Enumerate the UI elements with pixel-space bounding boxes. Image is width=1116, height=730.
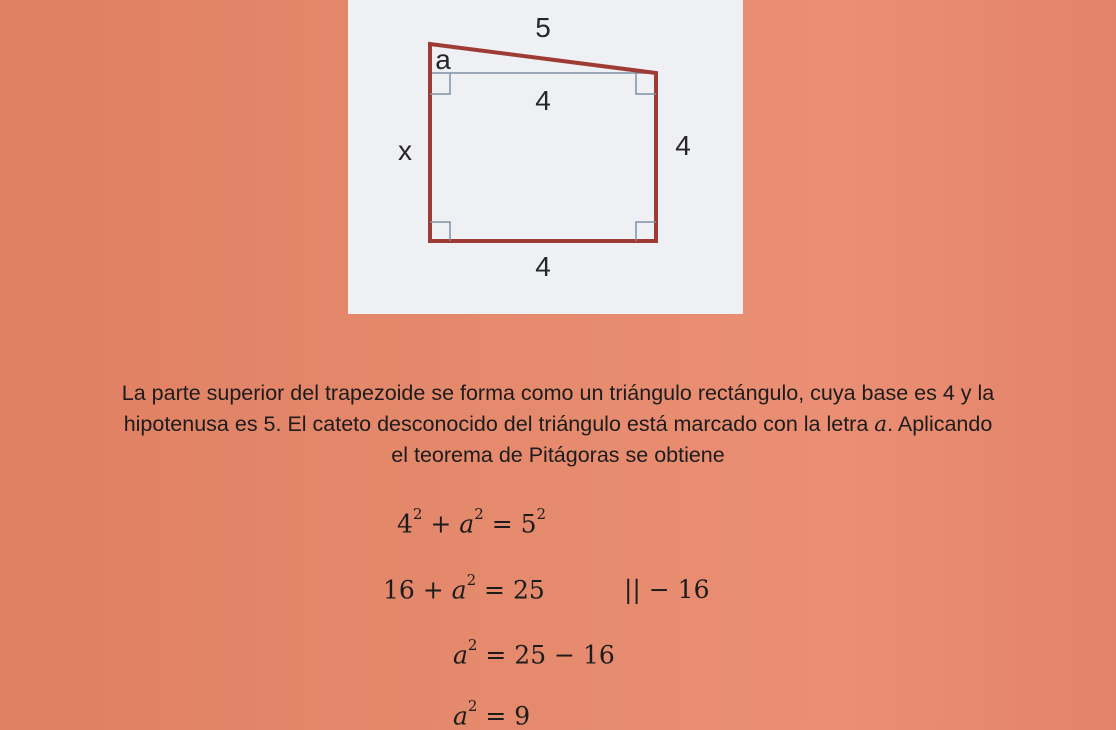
explanation-paragraph (6, 378, 1110, 471)
figure-panel (348, 0, 743, 314)
eq4-equals: = (477, 701, 515, 730)
eq1-base-4: 4 (397, 509, 413, 539)
eq2-exponent: 2 (466, 571, 477, 589)
eq4-exponent: 2 (467, 697, 478, 715)
eq2-rhs: 25 (512, 575, 545, 605)
paragraph-line-2-start: hipotenusa es 5. El cateto desconocido del triángulo está marcado con la letra (123, 412, 875, 436)
label-right-side: 4 (675, 130, 691, 161)
eq2-variable-a: a (451, 575, 467, 605)
equation-2 (383, 571, 545, 605)
eq1-variable-a: a (459, 509, 475, 539)
equation-1 (397, 505, 547, 539)
equation-4 (453, 697, 531, 730)
right-angle-marker-bottom-right (636, 222, 656, 241)
paragraph-line-3: el teorema de Pitágoras se obtiene (391, 443, 725, 467)
paragraph-line-2-end: . Aplicando (887, 412, 993, 436)
eq4-variable-a: a (453, 701, 468, 730)
right-angle-marker-top-right (636, 73, 656, 94)
eq1-base-5: 5 (520, 509, 537, 539)
eq2-equals: = (476, 575, 513, 605)
label-x: x (398, 135, 412, 166)
eq1-plus: + (422, 509, 460, 539)
paragraph-line-2 (6, 409, 1110, 440)
eq1-equals: = (483, 509, 521, 539)
right-angle-marker-top-left (430, 73, 450, 94)
variable-a: a (874, 412, 888, 437)
eq3-equals: = (477, 640, 515, 670)
eq3-variable-a: a (453, 640, 468, 670)
equation-3 (453, 636, 615, 670)
paragraph-line-1: La parte superior del trapezoide se forma como un triángulo rectángulo, cuya base es 4 y la (121, 381, 995, 405)
eq3-rhs: 25 − 16 (514, 640, 615, 670)
trapezoid-diagram (348, 0, 743, 314)
equation-2-operation-note: || − 16 (624, 575, 710, 604)
right-angle-marker-bottom-left (430, 222, 450, 241)
eq1-exponent-a: 2 (474, 505, 484, 523)
eq3-exponent: 2 (467, 636, 478, 654)
eq4-rhs: 9 (514, 701, 531, 730)
eq2-sixteen: 16 (383, 575, 415, 605)
eq2-plus: + (414, 575, 452, 605)
label-inner-top: 4 (535, 85, 551, 116)
eq1-exponent: 2 (412, 505, 423, 523)
label-bottom-side: 4 (535, 251, 551, 282)
eq1-exponent-5: 2 (536, 505, 547, 523)
label-hypotenuse: 5 (535, 12, 551, 43)
label-a: a (435, 44, 451, 75)
